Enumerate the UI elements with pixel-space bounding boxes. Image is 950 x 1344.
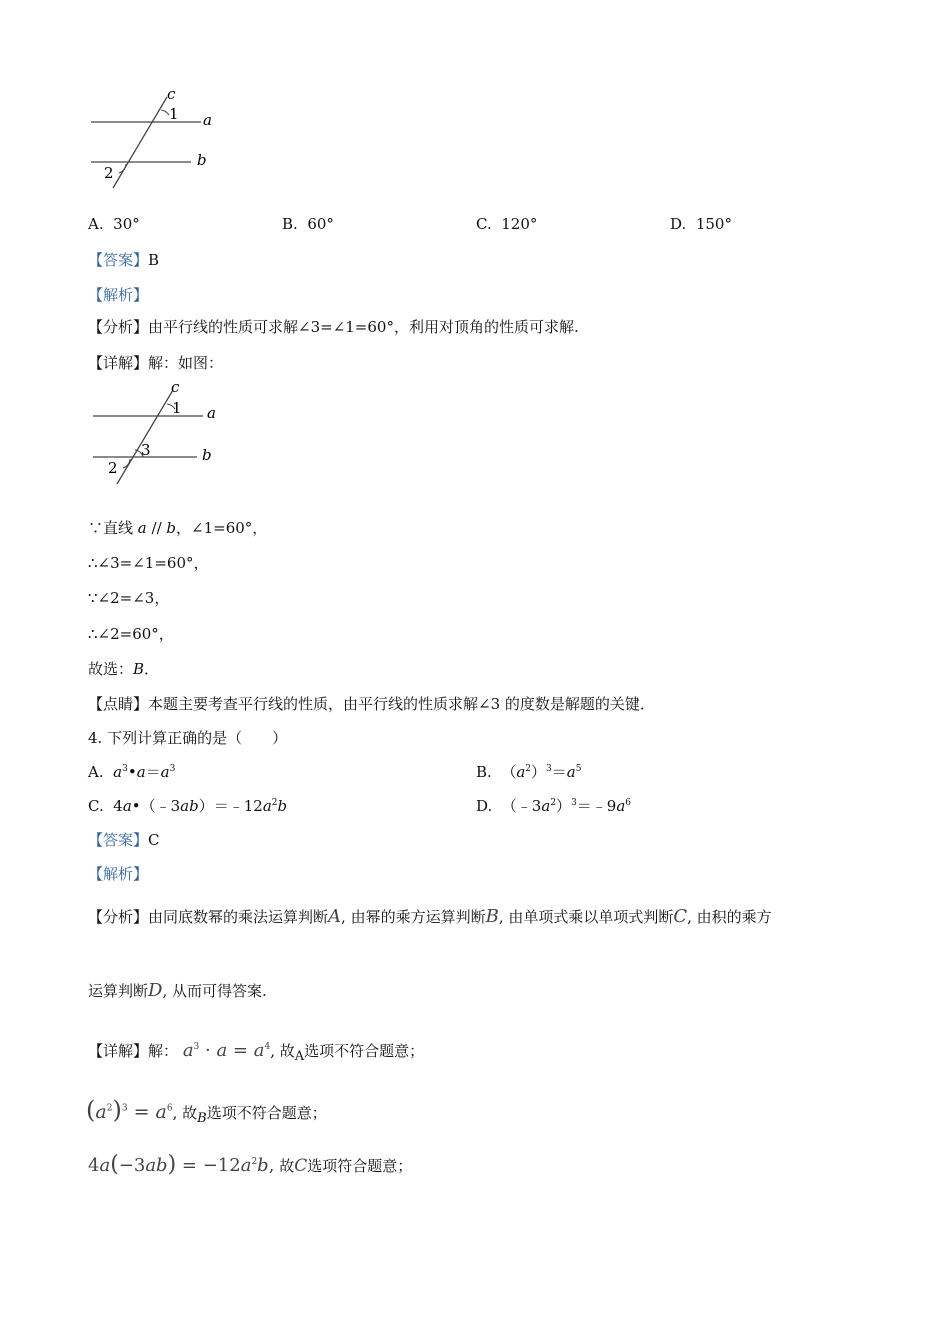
q3-answer: 【答案】B <box>88 251 160 269</box>
fig2-label-1: 1 <box>172 399 182 417</box>
q4-xiangjie-line-1: 【详解】解： $a^3 \cdot a = a^4$, 故A选项不符合题意； <box>88 1040 425 1064</box>
fig2-label-c: c <box>171 378 180 396</box>
q3-option-b: B. 60° <box>282 215 334 233</box>
q4-option-c: C. $4a•(﹣3ab)=﹣12a^2b$ <box>88 797 288 815</box>
q3-step-2: ∴∠3=∠1=60°， <box>88 554 209 572</box>
fig2-label-b: b <box>202 446 212 464</box>
fig1-label-c: c <box>167 85 176 103</box>
q4-xiangjie-line-3: $4a(-3ab) = -12a^2b$, 故C选项符合题意； <box>88 1152 413 1177</box>
q3-analysis-tag: 【解析】 <box>88 286 149 304</box>
q3-fenxi: 【分析】由平行线的性质可求解∠3=∠1=60°，利用对顶角的性质可求解. <box>88 318 579 336</box>
parallel-lines-figure-1 <box>85 85 225 195</box>
q4-option-a: A. $a^3•a=a^3$ <box>88 763 176 781</box>
formula-monomial-product: $4a(-3ab) = -12a^2b$, <box>88 1152 275 1177</box>
formula-power-of-power: $(a^2)^3 = a^6$ <box>86 1096 173 1124</box>
q4-fenxi-line-1: 【分析】由同底数幂的乘法运算判断A, 由幂的乘方运算判断B, 由单项式乘以单项式判断C, 由积的乘方 <box>88 906 772 927</box>
fig1-label-2: 2 <box>104 164 114 182</box>
fig2-label-a: a <box>207 404 216 422</box>
parallel-lines-figure-2 <box>85 378 225 490</box>
formula-a3-times-a: $a^3 \cdot a = a^4$ <box>182 1040 271 1061</box>
q3-option-a: A. 30° <box>88 215 140 233</box>
fig2-label-3: 3 <box>141 441 151 459</box>
q3-step-5: 故选：B． <box>88 660 160 678</box>
q3-xiangjie: 【详解】解：如图： <box>88 354 224 372</box>
q4-option-b: B. $(a^2)^3=a^5$ <box>476 763 582 781</box>
q3-option-d: D. 150° <box>670 215 732 233</box>
q3-step-4: ∴∠2=60°， <box>88 625 174 643</box>
q4-stem: 4. 下列计算正确的是（ ） <box>88 729 288 747</box>
fig1-label-a: a <box>203 111 212 129</box>
q4-fenxi-line-2: 运算判断D, 从而可得答案. <box>88 980 267 1001</box>
q3-step-1: ∵直线 a // b，∠1=60°， <box>88 519 268 537</box>
q3-dianjing: 【点睛】本题主要考查平行线的性质，由平行线的性质求解∠3 的度数是解题的关键． <box>88 695 655 713</box>
q3-option-c: C. 120° <box>476 215 538 233</box>
q4-analysis-tag: 【解析】 <box>88 865 149 883</box>
q3-step-3: ∵∠2=∠3， <box>88 589 170 607</box>
fig1-label-b: b <box>197 151 207 169</box>
q4-xiangjie-line-2: $(a^2)^3 = a^6$, 故B选项不符合题意； <box>86 1096 327 1126</box>
fig1-label-1: 1 <box>169 105 179 123</box>
q4-option-d: D. $(﹣3a^2)^3=﹣9a^6$ <box>476 797 632 815</box>
q4-answer: 【答案】C <box>88 831 160 849</box>
fig2-label-2: 2 <box>108 459 118 477</box>
